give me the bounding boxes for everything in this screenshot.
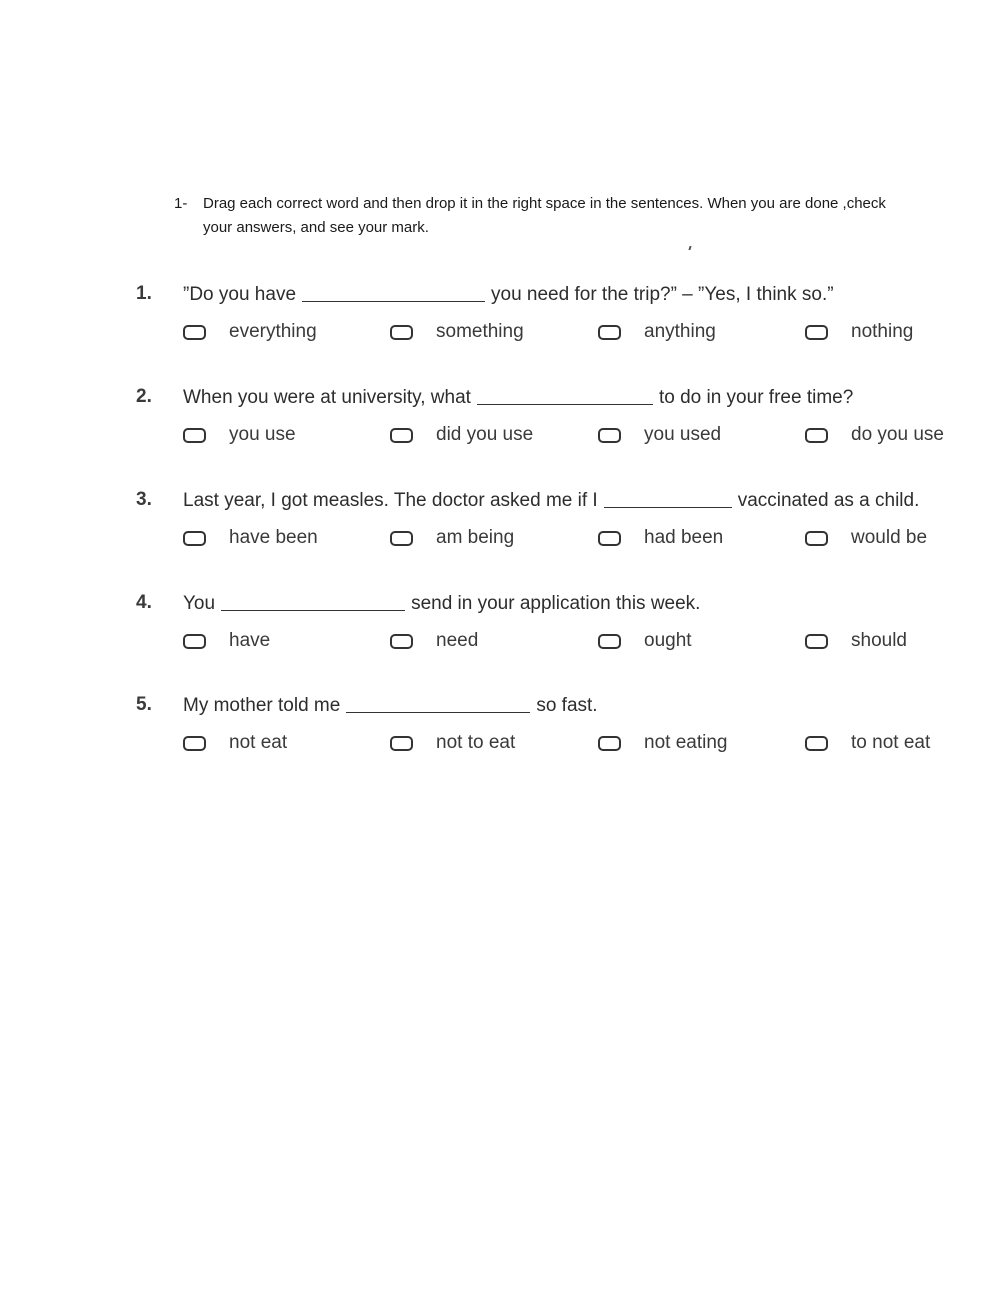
question-sentence [183, 590, 700, 617]
sentence-after: to do in your free time? [658, 387, 854, 408]
option-d[interactable] [805, 524, 927, 552]
option-label: do you use [851, 424, 944, 445]
question-sentence [183, 281, 834, 308]
sentence-before: My mother told me [183, 695, 341, 716]
option-label: have been [229, 527, 318, 548]
option-label: not eating [644, 732, 728, 753]
checkbox[interactable] [598, 736, 621, 751]
question-number: 5. [136, 694, 152, 715]
checkbox[interactable] [183, 325, 206, 340]
checkbox[interactable] [805, 531, 828, 546]
question-2 [136, 384, 976, 454]
option-d[interactable] [805, 318, 913, 346]
checkbox[interactable] [805, 325, 828, 340]
checkbox[interactable] [805, 428, 828, 443]
checkbox[interactable] [183, 736, 206, 751]
instruction-number: 1- [174, 195, 188, 212]
stray-mark [688, 246, 691, 250]
question-5 [136, 692, 976, 762]
question-3 [136, 487, 976, 557]
sentence-before: When you were at university, what [183, 387, 471, 408]
checkbox[interactable] [598, 531, 621, 546]
option-label: did you use [436, 424, 534, 445]
option-label: am being [436, 527, 515, 548]
option-c[interactable] [598, 627, 692, 655]
question-4 [136, 590, 976, 660]
question-number: 1. [136, 283, 152, 304]
question-1 [136, 281, 976, 351]
option-a[interactable] [183, 729, 287, 757]
instruction [174, 192, 894, 240]
checkbox[interactable] [390, 428, 413, 443]
sentence-before: You [183, 593, 216, 614]
option-a[interactable] [183, 524, 318, 552]
option-label: ought [644, 630, 692, 651]
option-a[interactable] [183, 421, 296, 449]
question-sentence [183, 692, 598, 719]
option-b[interactable] [390, 318, 524, 346]
answer-blank[interactable] [477, 386, 653, 405]
question-number: 2. [136, 386, 152, 407]
option-c[interactable] [598, 421, 721, 449]
option-c[interactable] [598, 318, 716, 346]
checkbox[interactable] [598, 325, 621, 340]
option-b[interactable] [390, 627, 478, 655]
question-number: 3. [136, 489, 152, 510]
checkbox[interactable] [598, 428, 621, 443]
option-label: have [229, 630, 271, 651]
options [183, 729, 983, 757]
checkbox[interactable] [390, 634, 413, 649]
options [183, 421, 983, 449]
answer-blank[interactable] [302, 283, 485, 302]
option-b[interactable] [390, 524, 514, 552]
option-label: you use [229, 424, 296, 445]
question-sentence [183, 384, 853, 411]
answer-blank[interactable] [346, 694, 530, 713]
sentence-before: Last year, I got measles. The doctor asked me if I [183, 490, 598, 511]
option-label: to not eat [851, 732, 931, 753]
option-label: need [436, 630, 479, 651]
option-label: you used [644, 424, 722, 445]
option-label: had been [644, 527, 724, 548]
option-label: nothing [851, 321, 914, 342]
options [183, 318, 983, 346]
checkbox[interactable] [598, 634, 621, 649]
sentence-before: ”Do you have [183, 284, 297, 305]
option-label: everything [229, 321, 317, 342]
checkbox[interactable] [183, 531, 206, 546]
question-sentence [183, 487, 919, 514]
sentence-after: send in your application this week. [411, 593, 701, 614]
answer-blank[interactable] [221, 592, 405, 611]
checkbox[interactable] [390, 325, 413, 340]
checkbox[interactable] [805, 634, 828, 649]
option-d[interactable] [805, 627, 907, 655]
checkbox[interactable] [805, 736, 828, 751]
option-a[interactable] [183, 318, 317, 346]
option-c[interactable] [598, 729, 727, 757]
option-label: should [851, 630, 907, 651]
sentence-after: you need for the trip?” – ”Yes, I think so.” [491, 284, 834, 305]
question-number: 4. [136, 592, 152, 613]
answer-blank[interactable] [604, 489, 732, 508]
sentence-after: vaccinated as a child. [737, 490, 920, 511]
options [183, 627, 983, 655]
option-label: something [436, 321, 524, 342]
option-d[interactable] [805, 729, 930, 757]
option-label: not eat [229, 732, 288, 753]
options [183, 524, 983, 552]
option-d[interactable] [805, 421, 944, 449]
option-c[interactable] [598, 524, 723, 552]
instruction-text: Drag each correct word and then drop it in the right space in the sentences. When you are done ,check your answers, and see your mark. [203, 195, 886, 236]
option-b[interactable] [390, 729, 515, 757]
checkbox[interactable] [183, 428, 206, 443]
option-b[interactable] [390, 421, 533, 449]
option-label: not to eat [436, 732, 516, 753]
sentence-after: so fast. [536, 695, 598, 716]
checkbox[interactable] [390, 736, 413, 751]
option-label: anything [644, 321, 716, 342]
option-a[interactable] [183, 627, 270, 655]
checkbox[interactable] [183, 634, 206, 649]
checkbox[interactable] [390, 531, 413, 546]
option-label: would be [851, 527, 928, 548]
